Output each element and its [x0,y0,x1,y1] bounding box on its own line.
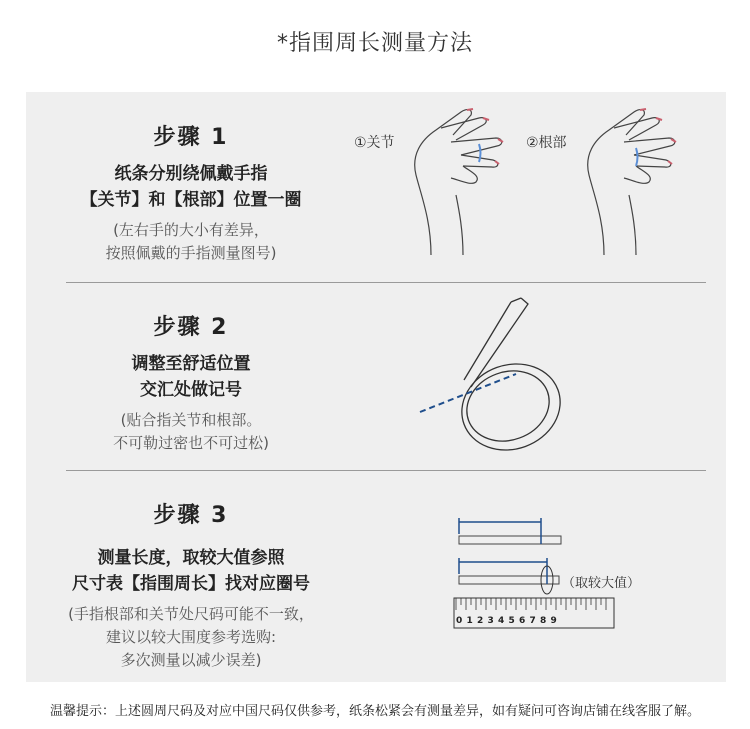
step-1-title: 步骤 1 [153,125,229,150]
step-3-note-line-2: 建议以较大围度参考选购: [105,628,277,646]
joint-label: ①关节 [354,135,395,151]
instruction-panel [26,92,726,682]
ruler-numbers [456,616,626,630]
step-1-note-line-1: (左右手的大小有差异， [113,221,269,239]
ruler-number: 6 [519,616,526,626]
step-3-title: 步骤 3 [153,503,229,528]
footer-tip: 温馨提示：上述圆周尺码及对应中国尺码仅供参考，纸条松紧会有测量差异，如有疑问可咨询店铺在线客服了解。 [49,704,700,719]
step-2-text [46,310,336,455]
step-1-desc-line-2: 【关节】和【根部】位置一圈 [80,190,302,210]
step-2-title: 步骤 2 [153,315,229,340]
step-1-text [46,120,336,265]
step-3-text [46,498,336,672]
step-3-note-line-1: (手指根部和关节处尺码可能不一致， [68,605,314,623]
divider-1 [66,282,706,283]
step-2-note-line-2: 不可勒过密也不可过松) [113,434,269,452]
step-1-desc-line-1: 纸条分别绕佩戴手指 [114,164,268,184]
page-title: *指围周长测量方法 [276,31,473,56]
step-3-desc-line-1: 测量长度，取较大值参照 [97,548,285,568]
ruler-number: 4 [498,616,505,626]
ruler-number: 5 [508,616,515,626]
step-2-desc-line-2: 交汇处做记号 [140,380,242,400]
step-2-desc-line-1: 调整至舒适位置 [131,354,251,374]
ruler-number: 3 [487,616,494,626]
ruler-number: 1 [466,616,473,626]
paper-strip-loop-illustration [416,292,576,457]
step-2-note-line-1: (贴合指关节和根部。 [120,411,262,429]
take-larger-label: （取较大值） [562,576,641,591]
step-3-desc-line-2: 尺寸表【指围周长】找对应圈号 [72,574,310,594]
divider-2 [66,470,706,471]
hand-joint-illustration [401,100,521,260]
ruler-number: 0 [456,616,463,626]
ruler-number: 8 [540,616,547,626]
hand-root-illustration [574,100,694,260]
ruler-number: 9 [550,616,557,626]
step-1-note-line-2: 按照佩戴的手指测量图号) [105,244,277,262]
ruler-number: 7 [529,616,536,626]
root-label: ②根部 [526,135,567,151]
step-3-note-line-3: 多次测量以减少误差) [120,651,262,669]
ruler-number: 2 [477,616,484,626]
